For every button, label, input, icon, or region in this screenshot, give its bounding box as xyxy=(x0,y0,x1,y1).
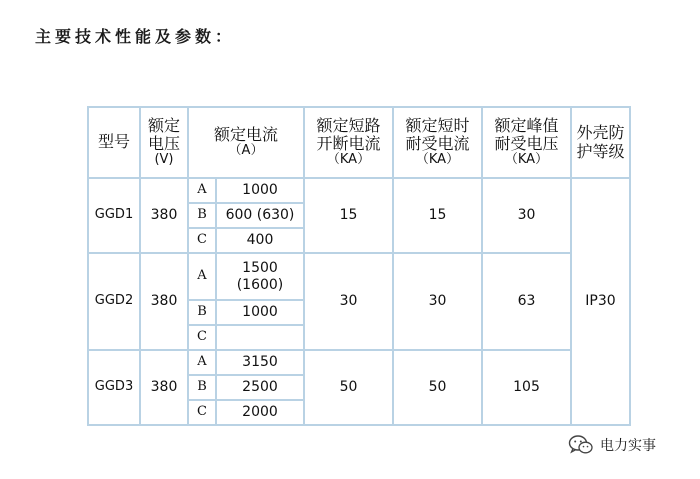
table-row xyxy=(88,350,630,375)
current-value: 1000 xyxy=(216,178,304,203)
peak-cell: 63 xyxy=(482,253,571,350)
table-row xyxy=(88,178,630,203)
grade-letter: C xyxy=(188,325,216,350)
protection-cell: IP30 xyxy=(571,178,630,425)
grade-letter: C xyxy=(188,400,216,425)
current-value xyxy=(216,325,304,350)
header-peak: 额定峰值 耐受电压 （KA） xyxy=(482,107,571,178)
short-time-cell: 30 xyxy=(393,253,482,350)
current-value: 400 xyxy=(216,228,304,253)
current-value: 1000 xyxy=(216,300,304,325)
model-cell: GGD3 xyxy=(88,350,140,425)
model-cell: GGD1 xyxy=(88,178,140,253)
grade-letter: C xyxy=(188,228,216,253)
header-short-time: 额定短时 耐受电流 （KA） xyxy=(393,107,482,178)
current-value: 3150 xyxy=(216,350,304,375)
peak-cell: 30 xyxy=(482,178,571,253)
grade-letter: A xyxy=(188,178,216,203)
short-time-cell: 50 xyxy=(393,350,482,425)
short-break-cell: 30 xyxy=(304,253,393,350)
voltage-cell: 380 xyxy=(140,350,188,425)
grade-letter: B xyxy=(188,300,216,325)
header-current: 额定电流 （A） xyxy=(188,107,304,178)
spec-table xyxy=(87,106,631,426)
header-short-break: 额定短路 开断电流 （KA） xyxy=(304,107,393,178)
header-voltage: 额定 电压 (V) xyxy=(140,107,188,178)
short-break-cell: 15 xyxy=(304,178,393,253)
header-protection: 外壳防 护等级 xyxy=(571,107,630,178)
grade-letter: B xyxy=(188,375,216,400)
voltage-cell: 380 xyxy=(140,178,188,253)
current-value: 2500 xyxy=(216,375,304,400)
watermark xyxy=(568,434,656,456)
grade-letter: A xyxy=(188,253,216,300)
page-heading: 主要技术性能及参数： xyxy=(35,27,236,46)
peak-cell: 105 xyxy=(482,350,571,425)
grade-letter: A xyxy=(188,350,216,375)
wechat-icon xyxy=(568,434,594,456)
current-value: 2000 xyxy=(216,400,304,425)
model-cell: GGD2 xyxy=(88,253,140,350)
table-row xyxy=(88,253,630,300)
short-break-cell: 50 xyxy=(304,350,393,425)
current-value: 1500 (1600) xyxy=(216,253,304,300)
grade-letter: B xyxy=(188,203,216,228)
watermark-text: 电力实事 xyxy=(600,438,656,454)
header-model: 型号 xyxy=(88,107,140,178)
header-row xyxy=(88,107,630,178)
voltage-cell: 380 xyxy=(140,253,188,350)
current-value: 600 (630) xyxy=(216,203,304,228)
short-time-cell: 15 xyxy=(393,178,482,253)
